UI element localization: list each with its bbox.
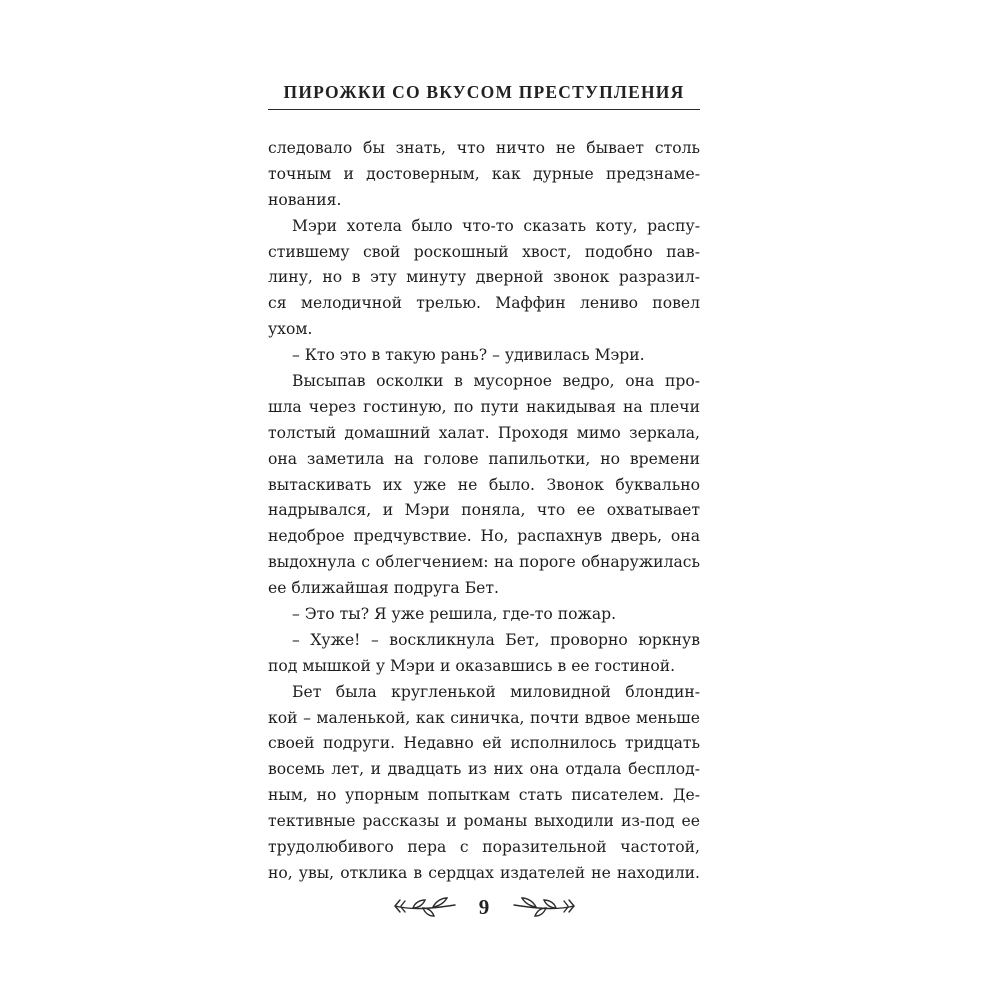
text-line-27: тективные рассказы и романы выходили из-под ее [268,812,700,831]
text-line-10: Высыпав осколки в мусорное ведро, она про- [292,372,700,391]
header-rule [268,109,700,110]
text-line-2: точным и достоверным, как дурные предзнаме- [268,164,700,183]
text-line-20: – Хуже! – воскликнула Бет, проворно юркнув [292,630,700,649]
text-line-17: выдохнула с облегчением: на пороге обнаружилась [268,553,700,572]
text-line-14: вытаскивать их уже не было. Звонок буквально [268,475,700,494]
text-line-25: восемь лет, и двадцать из них она отдала бесплод- [268,760,700,779]
page-number: 9 [478,895,490,919]
body-text [268,136,700,887]
text-line-3: нования. [268,190,342,209]
text-line-5: стившему свой роскошный хвост, подобно пав- [268,242,700,261]
text-line-4: Мэри хотела было что-то сказать коту, распу- [292,216,700,235]
text-line-6: лину, но в эту минуту дверной звонок разразил- [268,268,700,287]
text-line-9: – Кто это в такую рань? – удивилась Мэри. [292,346,645,365]
text-line-12: толстый домашний халат. Проходя мимо зеркала, [268,423,700,442]
text-line-19: – Это ты? Я уже решила, где-то пожар. [292,605,617,624]
leaf-ornament-left-icon [393,892,457,922]
text-line-28: трудолюбивого пера с поразительной частотой, [268,838,700,857]
text-line-18: ее ближайшая подруга Бет. [268,579,499,598]
text-line-7: ся мелодичной трелью. Маффин лениво повел [268,294,700,313]
text-line-21: под мышкой у Мэри и оказавшись в ее гостиной. [268,656,676,675]
text-line-1: следовало бы знать, что ничто не бывает столь [268,139,700,157]
text-line-11: шла через гостиную, по пути накидывая на плечи [268,397,700,416]
text-line-22: Бет была кругленькой миловидной блондин- [292,682,700,701]
text-line-15: надрывался, и Мэри поняла, что ее охватывает [268,501,700,520]
text-line-8: ухом. [268,320,313,339]
text-line-24: своей подруги. Недавно ей исполнилось тридцать [268,734,700,753]
text-line-29: но, увы, отклика в сердцах издателей не находили. [268,863,700,882]
text-line-13: она заметила на голове папильотки, но времени [268,449,700,468]
leaf-ornament-right-icon [512,892,576,922]
text-line-23: кой – маленькой, как синичка, почти вдвое меньше [268,708,700,727]
page-footer [0,892,1000,922]
text-line-16: недоброе предчувствие. Но, распахнув дверь, она [268,527,700,546]
running-head: ПИРОЖКИ СО ВКУСОМ ПРЕСТУПЛЕНИЯ [283,82,685,102]
text-line-26: ным, но упорным попыткам стать писателем. Де- [268,786,700,805]
